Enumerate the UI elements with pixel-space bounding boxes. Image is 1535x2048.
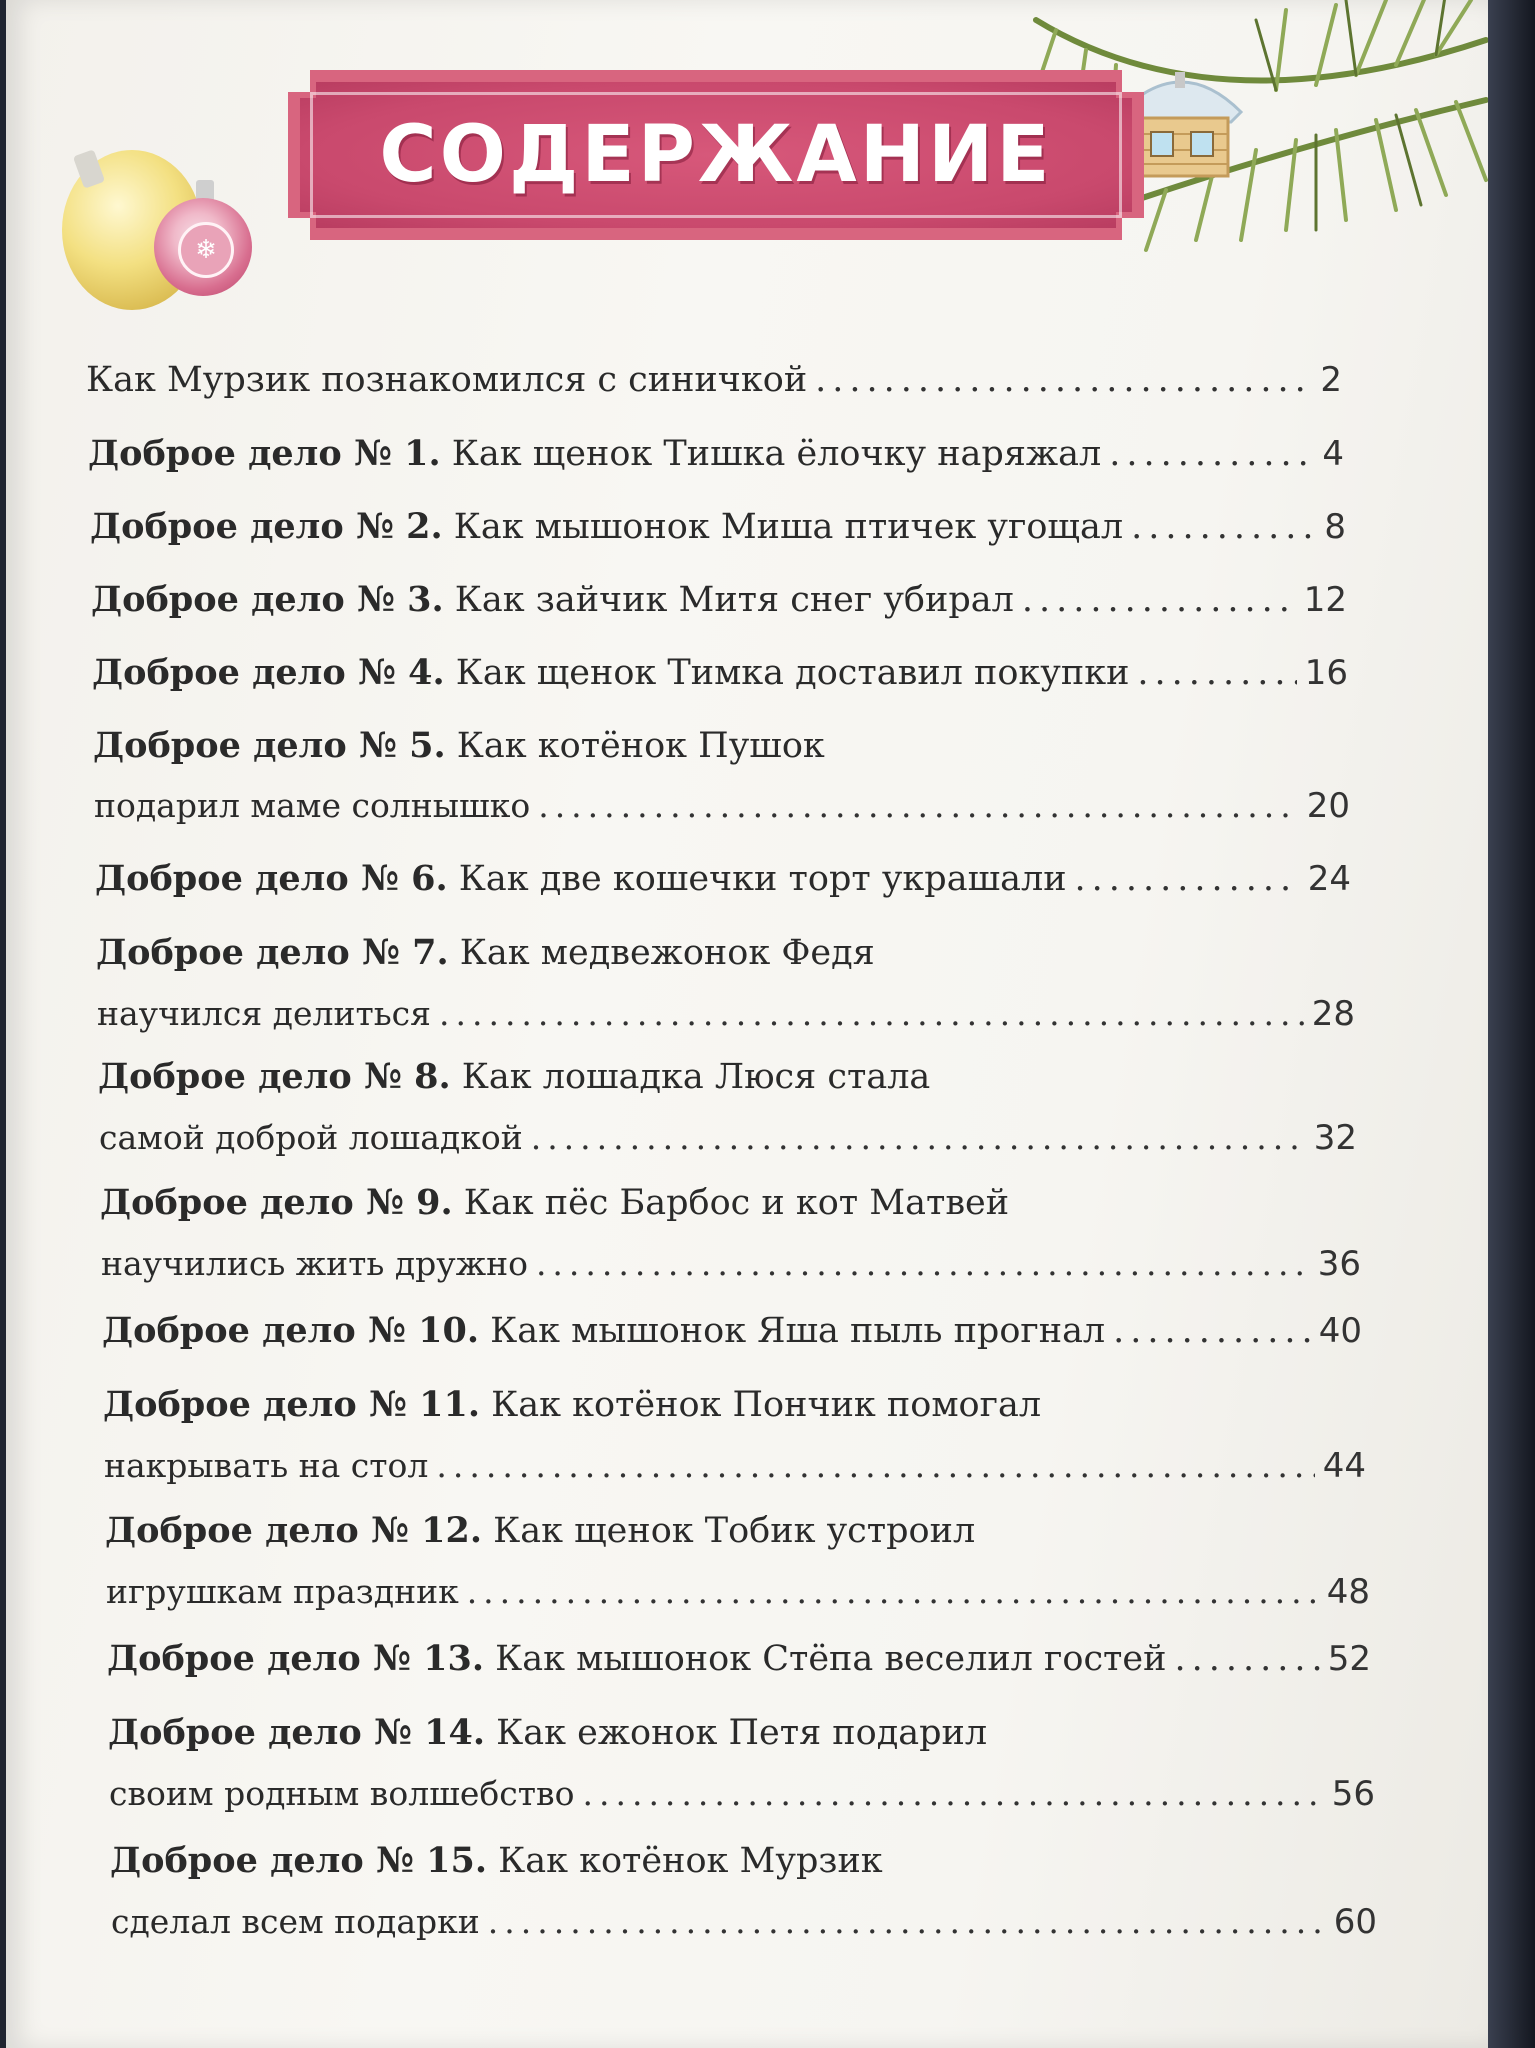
toc-entry-title: Как две кошечки торт украшали xyxy=(458,859,1067,899)
toc-entry-label: Доброе дело № 14. xyxy=(108,1712,486,1753)
toc-entry-9-title[interactable] xyxy=(100,1182,1360,1223)
toc-page-number: 8 xyxy=(1324,507,1346,547)
toc-entry-title: Как щенок Тишка ёлочку наряжал xyxy=(451,434,1102,474)
toc-page-number: 36 xyxy=(1317,1244,1361,1284)
toc-entry-9[interactable] xyxy=(101,1244,1361,1284)
toc-entry-7[interactable] xyxy=(97,994,1355,1034)
dot-leader xyxy=(439,994,1304,1033)
toc-page-number: 28 xyxy=(1311,994,1355,1034)
toc-page-number: 24 xyxy=(1307,859,1351,899)
toc-page-number: 16 xyxy=(1304,653,1348,693)
toc-entry-label: Доброе дело № 2. xyxy=(90,506,443,547)
toc-entry-1[interactable] xyxy=(88,433,1344,474)
toc-entry-5[interactable] xyxy=(94,786,1350,826)
toc-entry-continuation: самой доброй лошадкой xyxy=(99,1118,523,1157)
dot-leader xyxy=(536,1244,1310,1283)
dot-leader xyxy=(582,1774,1323,1813)
dot-leader xyxy=(1137,653,1296,693)
dot-leader xyxy=(436,1446,1314,1485)
dot-leader xyxy=(531,1118,1306,1157)
toc-entry-11-title[interactable] xyxy=(103,1384,1365,1425)
toc-entry-title: Как котёнок Пушок xyxy=(456,726,825,766)
toc-entry-label: Доброе дело № 1. xyxy=(88,433,441,474)
toc-entry-14-title[interactable] xyxy=(108,1712,1374,1753)
toc-entry-6[interactable] xyxy=(95,858,1351,899)
toc-entry-11[interactable] xyxy=(104,1446,1366,1486)
toc-entry-intro[interactable] xyxy=(86,360,1342,400)
toc-page-number: 48 xyxy=(1326,1572,1370,1612)
toc-entry-label: Доброе дело № 7. xyxy=(96,932,449,973)
toc-entry-title: Как котёнок Пончик помогал xyxy=(491,1385,1042,1425)
toc-entry-label: Доброе дело № 11. xyxy=(103,1384,481,1425)
toc-entry-12-title[interactable] xyxy=(105,1510,1369,1551)
dot-leader xyxy=(815,360,1312,400)
toc-entry-4[interactable] xyxy=(92,652,1348,693)
dot-leader xyxy=(1075,859,1300,899)
toc-entry-7-title[interactable] xyxy=(96,932,1354,973)
toc-entry-title: Как щенок Тобик устроил xyxy=(493,1511,976,1551)
dot-leader xyxy=(1022,580,1296,620)
toc-entry-continuation: игрушкам праздник xyxy=(106,1572,459,1611)
toc-entry-label: Доброе дело № 15. xyxy=(110,1840,488,1881)
toc-entry-12[interactable] xyxy=(106,1572,1370,1612)
toc-page-number: 52 xyxy=(1327,1639,1371,1679)
dot-leader xyxy=(1174,1639,1319,1679)
toc-entry-label: Доброе дело № 4. xyxy=(92,652,445,693)
dot-leader xyxy=(467,1572,1319,1611)
toc-entry-title: Как щенок Тимка доставил покупки xyxy=(455,653,1130,693)
toc-page-number: 60 xyxy=(1333,1902,1377,1942)
toc-entry-2[interactable] xyxy=(90,506,1346,547)
snowflake-icon: ❄ xyxy=(178,222,234,278)
toc-entry-title: Как медвежонок Федя xyxy=(459,933,875,973)
toc-page-number: 4 xyxy=(1322,434,1344,474)
toc-entry-title: Как лошадка Люся стала xyxy=(461,1057,931,1097)
toc-entry-label: Доброе дело № 13. xyxy=(107,1638,485,1679)
toc-entry-label: Доброе дело № 5. xyxy=(93,725,446,766)
toc-page-number: 40 xyxy=(1318,1311,1362,1351)
toc-entry-continuation: своим родным волшебство xyxy=(109,1774,575,1813)
toc-page-number: 12 xyxy=(1303,580,1347,620)
book-page xyxy=(6,0,1488,2048)
toc-entry-title: Как ежонок Петя подарил xyxy=(496,1713,988,1753)
toc-entry-10[interactable] xyxy=(102,1310,1362,1351)
toc-entry-3[interactable] xyxy=(91,579,1347,620)
toc-entry-title: Как зайчик Митя снег убирал xyxy=(454,580,1014,620)
page-title: СОДЕРЖАНИЕ xyxy=(379,110,1053,200)
toc-entry-5-title[interactable] xyxy=(93,725,1349,766)
toc-entry-13[interactable] xyxy=(107,1638,1371,1679)
toc-entry-continuation: научились жить дружно xyxy=(101,1244,528,1283)
toc-page-number: 56 xyxy=(1331,1774,1375,1814)
book-cover-edge xyxy=(1488,0,1535,2048)
toc-page-number: 32 xyxy=(1313,1118,1357,1158)
toc-entry-8-title[interactable] xyxy=(98,1056,1356,1097)
toc-page-number: 2 xyxy=(1320,360,1342,400)
toc-page-number: 44 xyxy=(1322,1446,1366,1486)
toc-entry-title: Как мышонок Стёпа веселил гостей xyxy=(495,1639,1167,1679)
toc-entry-label: Доброе дело № 10. xyxy=(102,1310,480,1351)
toc-entry-title: Как Мурзик познакомился с синичкой xyxy=(86,360,808,400)
toc-entry-title: Как мышонок Миша птичек угощал xyxy=(453,507,1124,547)
toc-entry-title: Как пёс Барбос и кот Матвей xyxy=(463,1183,1010,1223)
table-of-contents xyxy=(6,0,1488,2048)
dot-leader xyxy=(1113,1311,1311,1351)
toc-entry-title: Как котёнок Мурзик xyxy=(498,1841,883,1881)
toc-entry-continuation: научился делиться xyxy=(97,994,431,1033)
toc-entry-label: Доброе дело № 12. xyxy=(105,1510,483,1551)
toc-entry-continuation: накрывать на стол xyxy=(104,1446,429,1485)
toc-entry-label: Доброе дело № 6. xyxy=(95,858,448,899)
toc-entry-label: Доброе дело № 8. xyxy=(98,1056,451,1097)
toc-entry-8[interactable] xyxy=(99,1118,1357,1158)
toc-entry-14[interactable] xyxy=(109,1774,1375,1814)
toc-entry-continuation: подарил маме солнышко xyxy=(94,786,531,825)
dot-leader xyxy=(1109,434,1314,474)
toc-entry-title: Как мышонок Яша пыль прогнал xyxy=(490,1311,1106,1351)
dot-leader xyxy=(1131,507,1316,547)
toc-entry-15[interactable] xyxy=(111,1902,1377,1942)
toc-entry-continuation: сделал всем подарки xyxy=(111,1902,480,1941)
dot-leader xyxy=(488,1902,1326,1941)
toc-entry-15-title[interactable] xyxy=(110,1840,1376,1881)
toc-page-number: 20 xyxy=(1306,786,1350,826)
dot-leader xyxy=(538,786,1299,825)
toc-entry-label: Доброе дело № 3. xyxy=(91,579,444,620)
toc-entry-label: Доброе дело № 9. xyxy=(100,1182,453,1223)
